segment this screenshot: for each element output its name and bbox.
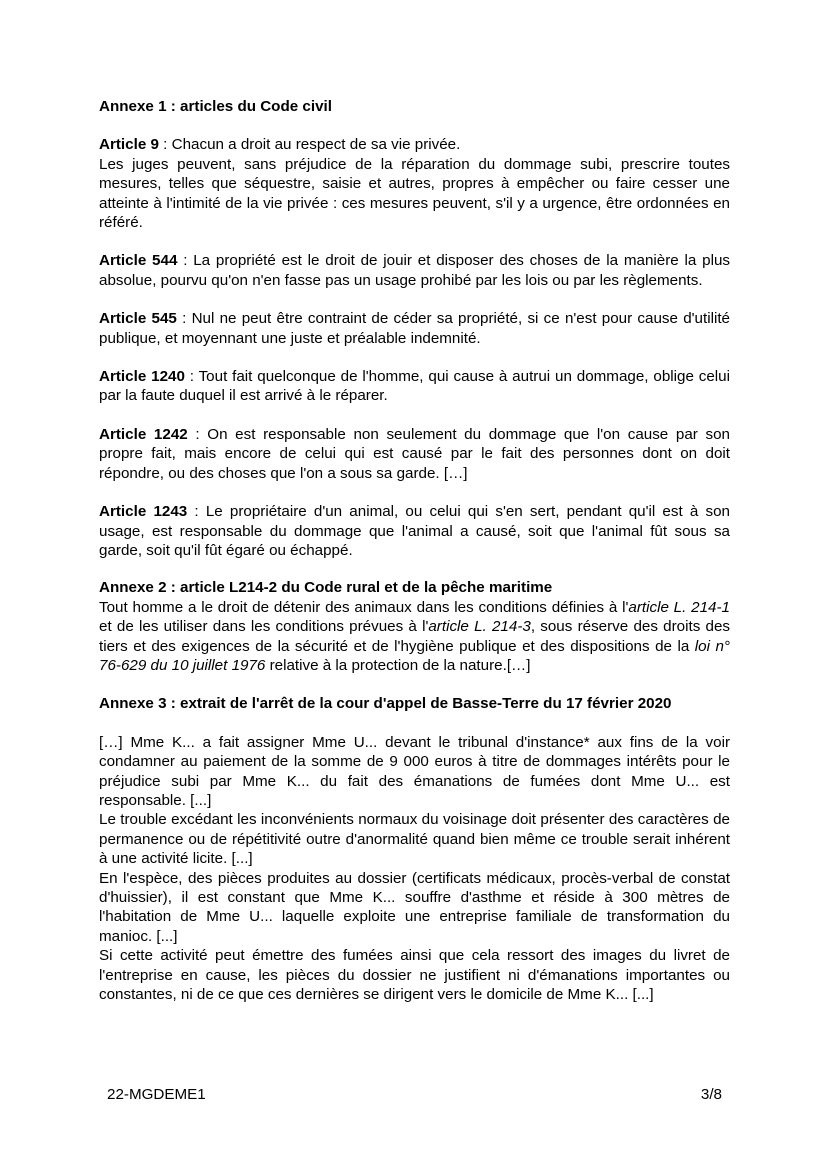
article-545-text: Nul ne peut être contraint de céder sa propriété, si ce n'est pour cause d'utilité publique, et moyennant une juste et préalable indemnité. [99, 310, 730, 347]
page-content [99, 97, 730, 1004]
article-544-text: La propriété est le droit de jouir et disposer des choses de la manière la plus absolue, pourvu qu'on n'en fasse pas un usage prohibé par les lois ou par les règlements. [99, 252, 730, 289]
article-545-label: Article 545 [99, 310, 177, 328]
article-1240-label: Article 1240 [99, 368, 185, 386]
article-1240: Article 1240 : Tout fait quelconque de l'homme, qui cause à autrui un dommage, oblige celui par la faute duquel il est arrivé à le réparer. [99, 368, 730, 405]
article-1240-text: Tout fait quelconque de l'homme, qui cause à autrui un dommage, oblige celui par la faute duquel il est arrivé à le réparer. [99, 368, 730, 405]
exam-code: 22-MGDEME1 [107, 1086, 206, 1103]
annex-3-paragraph: Le trouble excédant les inconvénients normaux du voisinage doit présenter des caractères de permanence ou de répétitivité outre d'anormalité quand bien même ce trouble serait inhérent à une activité licite. [...] [99, 811, 730, 868]
article-l214-1-ref: article L. 214-1 [628, 598, 730, 616]
article-545: Article 545 : Nul ne peut être contraint de céder sa propriété, si ce n'est pour cause d'utilité publique, et moyennant une juste et préalable indemnité. [99, 310, 730, 347]
article-1242: Article 1242 : On est responsable non seulement du dommage que l'on cause par son propre fait, mais encore de celui qui est causé par le fait des personnes dont on doit répondre, ou des choses que l'on a sous sa garde. […] [99, 425, 730, 482]
annex-3-paragraph: […] Mme K... a fait assigner Mme U... devant le tribunal d'instance* aux fins de la voir condamner au paiement de la somme de 9 000 euros à titre de dommages intérêts pour le préjudice subi par Mme K... du fait des émanations de fumées dont Mme U... est responsable. [...] [99, 733, 730, 809]
annex-3-paragraph: Si cette activité peut émettre des fumées ainsi que cela ressort des images du livret de l'entreprise en cause, les pièces du dossier ne justifient ni d'émanations importantes ou constantes, ni de ce que ces dernières se dirigent vers le domicile de Mme K... [...] [99, 947, 730, 1004]
article-1243: Article 1243 : Le propriétaire d'un animal, ou celui qui s'en sert, pendant qu'il est à son usage, est responsable du dommage que l'animal a causé, soit que l'animal fût sous sa garde, soit qu'il fût égaré ou échappé. [99, 503, 730, 559]
article-1243-label: Article 1243 [99, 503, 188, 521]
article-9-label: Article 9 [99, 136, 159, 154]
annex-1-title: Annexe 1 : articles du Code civil [99, 98, 332, 115]
article-1242-label: Article 1242 [99, 425, 188, 443]
article-1243-text: Le propriétaire d'un animal, ou celui qui s'en sert, pendant qu'il est à son usage, est responsable du dommage que l'animal a causé, soit que l'animal fût sous sa garde, soit qu'il fût égaré ou échappé. [99, 503, 730, 559]
page-number: 3/8 [700, 1086, 722, 1103]
annex-2-title: Annexe 2 : article L214-2 du Code rural et de la pêche maritime [99, 579, 553, 597]
article-1242-text: On est responsable non seulement du dommage que l'on cause par son propre fait, mais encore de celui qui est causé par le fait des personnes dont on doit répondre, ou des choses que l'on a sous sa garde. […] [99, 425, 730, 482]
article-9-intro: Article 9 : Chacun a droit au respect de sa vie privée. [99, 136, 461, 154]
annex-3-paragraph: En l'espèce, des pièces produites au dossier (certificats médicaux, procès-verbal de constat d'huissier), il est constant que Mme K... souffre d'asthme et réside à 300 mètres de l'habitation de Mme U... laquelle exploite une entreprise familiale de transformation du manioc. [...] [99, 869, 730, 945]
article-544-label: Article 544 [99, 252, 178, 270]
annex-3-title: Annexe 3 : extrait de l'arrêt de la cour d'appel de Basse-Terre du 17 février 2020 [99, 695, 672, 713]
law-1976-ref: loi n° 76-629 du 10 juillet 1976 [99, 637, 730, 674]
article-9-body: Les juges peuvent, sans préjudice de la réparation du dommage subi, prescrire toutes mesures, telles que séquestre, saisie et autres, propres à empêcher ou faire cesser une atteinte à l'intimité de la vie privée : ces mesures peuvent, s'il y a urgence, être ordonnées en référé. [99, 155, 730, 232]
article-544: Article 544 : La propriété est le droit de jouir et disposer des choses de la manière la plus absolue, pourvu qu'on n'en fasse pas un usage prohibé par les lois ou par les règlements. [99, 252, 730, 289]
annex-2-text: Tout homme a le droit de détenir des animaux dans les conditions définies à l'article L. 214-1 et de les utiliser dans les conditions prévues à l'article L. 214-3, sous réserve des droits des tiers et des exigences de la sécurité et de l'hygiène publique et des dispositions de la loi n° 76-629 du 10 juillet 1976 relative à la protection de la nature.[…] [99, 598, 730, 674]
article-9-line: Chacun a droit au respect de sa vie privée. [171, 136, 461, 154]
article-l214-3-ref: article L. 214-3 [428, 618, 531, 636]
